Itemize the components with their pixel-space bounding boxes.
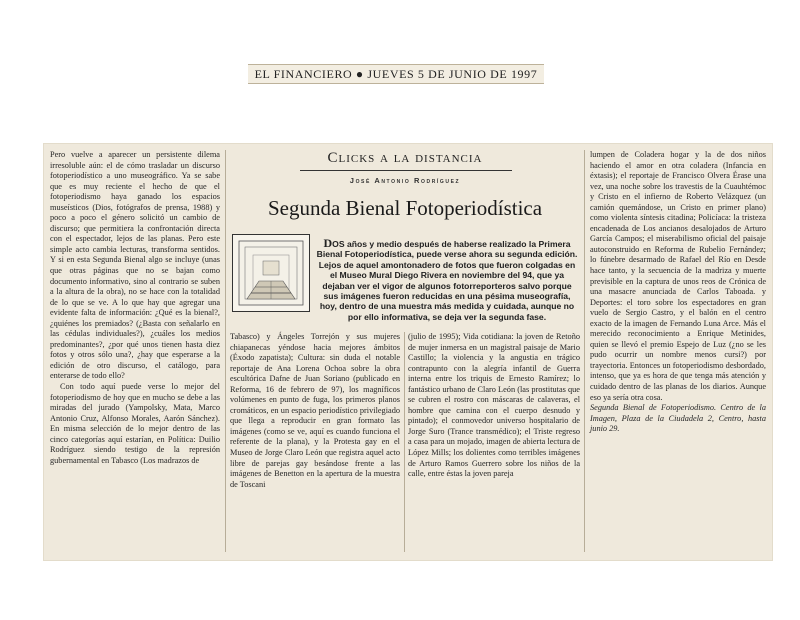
author-byline: José Antonio Rodríguez	[349, 176, 461, 185]
exhibition-info: Segunda Bienal de Fotoperiodismo. Centro de la Imagen, Plaza de la Ciudadela 2, Centro, hasta junio 29.	[590, 403, 766, 434]
lead-text: OS años y medio después de haberse realizado la Primera Bienal Fotoperiodística, puede verse ahora su segunda edición. Lejos de aquel amontonadero de fotos que fueron colgadas en el Museo Mural Diego Rivera en noviembre del 94, que ya dejaban ver el vigor de algunos fotorreporteros salvo porque sus imágenes fueron reducidas en una pésima museografía, hoy, dentro de una muestra más medida y cuidada, aunque no por ello informativa, se deja ver la segunda fase.	[316, 239, 578, 322]
newspaper-masthead: EL FINANCIERO ● JUEVES 5 DE JUNIO DE 1997	[248, 64, 544, 84]
article-column-3	[408, 332, 580, 480]
paragraph: lumpen de Coladera hogar y la de dos niños haciendo el amor en otra coladera (Infancia en éxtasis); el reportaje de Francisco Olvera Érase una vez, una noche sobre los travestis de la Cuauhtémoc y Cristo en el infierno de Roberto Velázquez (un camión quemándose, un Cristo en primer plano) como violenta síntesis citadina; Policíaca: la tristeza encadenada de Los ancianos desalojados de Arturo García Campos; el miserabilismo oficial del paisaje autoconstruido en Reforma de Rubelio Fernández; lo fúnebre desarmado de Rafael del Río en Desde hace tanto, y la secuencia de la madriza y muerte previsible en la captura de unos reos de Crónica de una masacre anunciada de Carlos Taboada. y Deportes: el toro sobre los espectadores en gran vuelo de Sergio Castro, y el balón en el centro exacto de la imagen de Fernando Luna Arce. Más el merecido reconocimiento a Enrique Metinides, quien se llevó el premio Espejo de Luz (¿no se les pudo ocurrir un nombre menos cursi?) por trayectoria. Entonces un fotoperiodismo desbordado, intenso, que ya es hora de que tenga más atención y cuidado dentro de las planas de los diarios. Aunque eso ya sería otra cosa.	[590, 150, 766, 402]
paragraph: Con todo aquí puede verse lo mejor del fotoperiodismo de hoy que en mucho se debe a las miradas del jurado (Yampolsky, Mata, Marco Antonio Cruz, Alfonso Morales, Aarón Sánchez). En misma selección de lo mejor dentro de las cinco categorías aquí estarían, en Política: Duilio Rodríguez siendo testigo de la represión gubernamental en Tabasco (Los madrazos de	[50, 382, 220, 465]
column-rule	[404, 332, 405, 552]
article-photo	[232, 234, 310, 312]
section-title: Clicks a la distancia	[327, 150, 483, 166]
column-rule	[584, 150, 585, 552]
lead-dropcap: D	[323, 236, 333, 250]
article-lead	[316, 238, 578, 322]
article-column-1	[50, 150, 220, 466]
photo-illustration-icon	[233, 235, 309, 311]
paragraph: Pero vuelve a aparecer un persistente dilema irresoluble aún: el de cómo trasladar un discurso fotoperiodístico a uno museográfico. Ya se sabe que es muy reciente el hecho de que el fotoperiodismo haya ganado los espacios museísticos (Dios, fotógrafos de prensa, 1988) y poco a poco el género solicitó un cambio de discurso; que permitiera la confrontación directa con el espectador, lejos de las planas. Pero este simple acto cambia lecturas, transforma sentidos. Y si en esta Segunda Bienal algo se incluye (unas que otras páginas que no se bajan como documento informativo, sino al contrario se suben a la altura de la obra), no se hace con la totalidad de lo que se ve. A lo que hay que agregar una evidente falta de información: ¿Qué es la bienal?, ¿quiénes los premiados? (¿Basta con señalarlo en las cédulas individuales?), ¿cuáles los medios predominantes?, ¿por qué unos tienen hasta diez fotos y otros sólo una?, ¿hay que esperarse a la edición de otro discurso, el catálogo, para enterarse de todo ello?	[50, 150, 220, 381]
article-headline: Segunda Bienal Fotoperiodística	[267, 196, 543, 220]
paragraph: (julio de 1995); Vida cotidiana: la joven de Retoño de mujer inmersa en un magistral paisaje de Mario Castillo; la violencia y la angustia en trágico contrapunto con la alegría infantil de Guerra interna entre los triquis de Ernesto Ramírez; lo fantástico urbano de Claro León (las prostitutas que se cubren el rostro con máscaras de calaveras, el hombre que camina con el cuerpo desnudo y pintado); el conmovedor universo hospitalario de Jorge Suro (Trance transmédico); el Triste regreso a casa para un mojado, imagen de abierta lectura de López Mills; los dolientes como terribles imágenes de Arturo Ramos Guerrero sobre los niños de la calle, entre éstas la joven pareja	[408, 332, 580, 479]
section-rule	[300, 170, 512, 171]
paragraph: Tabasco) y Ángeles Torrejón y sus mujeres chiapanecas yéndose hacia mejores ámbitos (Éxodo zapatista); Cultura: sin duda el notable reportaje de Ana Lorena Ochoa sobre la obra escultórica Dafne de Juan Soriano (publicado en Reforma, 16 de febrero de 97), los magníficos volúmenes en punto de fuga, los primeros planos cromáticos, en un espacio periodístico privilegiado que llega a reproducir en gran formato las imágenes (como se ve, aquí es cuando funciona el referente de la plana), y la Protesta gay en el Museo de Jorge Claro León que registra aquel acto libre de parejas gay besándose frente a las imágenes de Benetton en la apertura de la muestra de Toscani	[230, 332, 400, 489]
column-rule	[225, 150, 226, 552]
article-column-2	[230, 332, 400, 490]
article-column-4	[590, 150, 766, 435]
